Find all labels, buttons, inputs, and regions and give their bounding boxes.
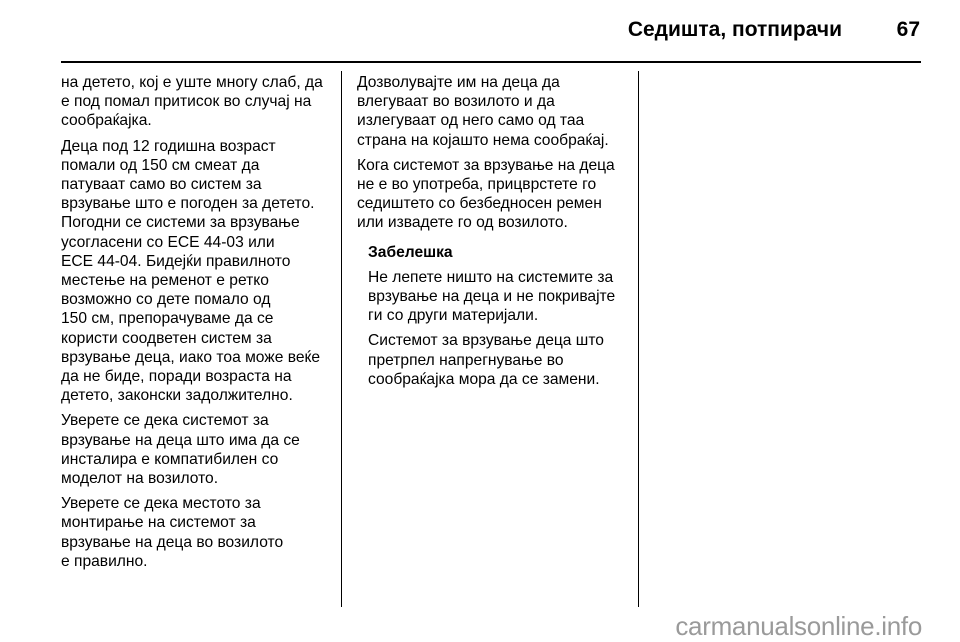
middle-text-column [357, 73, 627, 395]
watermark: carmanualsonline.info [675, 611, 922, 641]
note-box [368, 243, 627, 389]
left-paragraph-3: Уверете се дека системот за врзување на деца што има да се инсталира е компатибилен со моделот на возилото. [61, 412, 300, 488]
left-paragraph-2: Деца под 12 годишна возраст помали од 150 см смеат да патуваат само во систем за врзување што е погоден за детето. Погодни се системи за врзување усогласени со ECE 44-03 или ECE 44-04. Бидејќи правилното местење на ременот е ретко возможно со дете помало од 150 см, препорачуваме да се користи соодветен систем за врзување деца, иако тоа може веќе да не биде, поради возраста на детето, законски задолжително. [61, 137, 321, 405]
note-paragraph-1: Не лепете ништо на системите за врзување на деца и не покривајте ги со други материјали. [368, 268, 616, 325]
column-divider-left [341, 71, 342, 607]
left-paragraph-4: Уверете се дека местото за монтирање на системот за врзување на деца во возилото е правилно. [61, 495, 284, 570]
note-paragraph-2: Системот за врзување деца што претрпел напрегнување во сообраќајка мора да се замени. [368, 332, 604, 388]
note-heading: Забелешка [368, 243, 453, 261]
page-number: 67 [896, 18, 920, 41]
header-divider [61, 61, 921, 63]
page-title: Седишта, потпирачи [627, 18, 842, 41]
middle-paragraph-1: Дозволувајте им на деца да влегуваат во возилото и да излегуваат од него само од таа страна на којашто нема сообраќај. [357, 74, 609, 149]
column-divider-right [638, 71, 639, 607]
left-paragraph-1: на детето, кој е уште многу слаб, да е под помал притисок во случај на сообраќајка. [61, 74, 323, 130]
middle-paragraph-2: Кога системот за врзување на деца не е во употреба, прицврстете го седиштето со безбедносен ремен или извадете го од возилото. [357, 156, 615, 232]
left-text-column [61, 73, 336, 577]
